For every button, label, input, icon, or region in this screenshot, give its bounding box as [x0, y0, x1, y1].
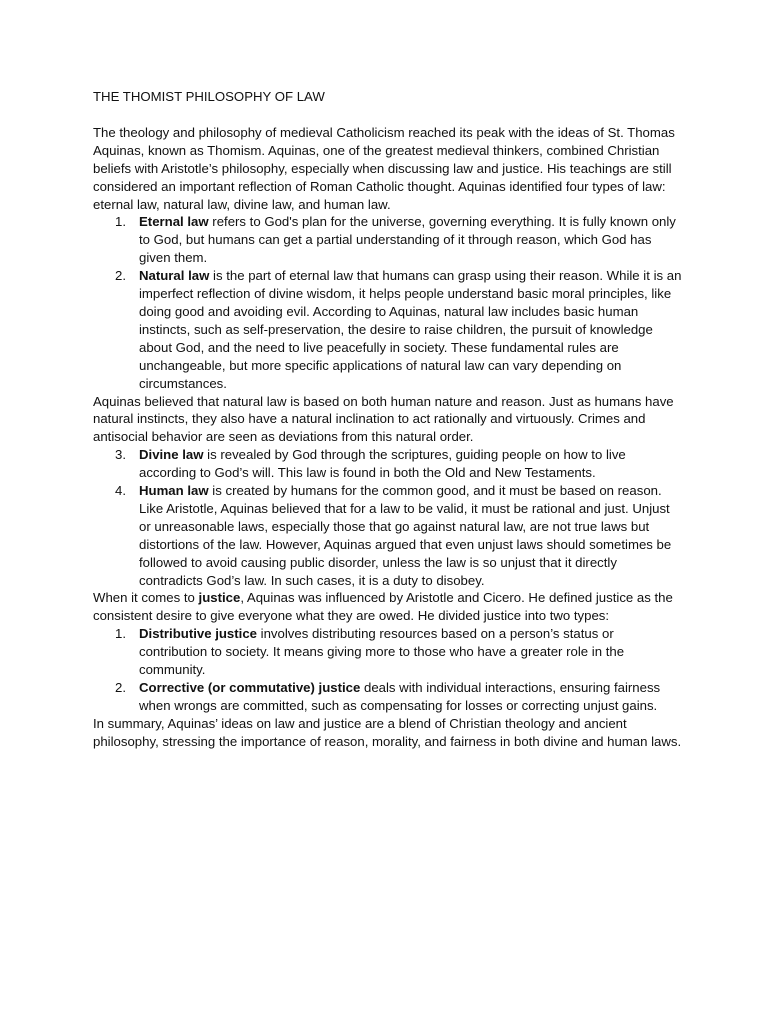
list-number: 2.: [115, 268, 126, 284]
list-number: 4.: [115, 483, 126, 499]
list-item-distributive-justice: [93, 625, 683, 679]
list-number: 1.: [115, 626, 126, 642]
definition-divine-law: is revealed by God through the scriptures, guiding people on how to live according to God’s will. This law is found in both the Old and New Testaments.: [139, 447, 626, 481]
definition-corrective-justice: deals with individual interactions, ensuring fairness when wrongs are committed, such as compensating for losses or correcting unjust gains.: [139, 680, 661, 713]
natural-law-note-paragraph: Aquinas believed that natural law is based on both human nature and reason. Just as humans have natural instincts, they also have a natural inclination to act rationally and virtuously. Crimes and antisocial behavior are seen as deviations from this natural order.: [93, 393, 674, 445]
term-human-law: Human law: [139, 483, 209, 499]
list-item-human-law: [93, 482, 683, 589]
definition-distributive-justice: involves distributing resources based on a person’s status or contribution to society. It means giving more to those who have a greater role in the community.: [139, 626, 625, 678]
justice-intro-before: When it comes to: [93, 590, 199, 606]
law-list-part2: [93, 446, 683, 589]
justice-intro-paragraph: [93, 589, 683, 625]
term-eternal-law: Eternal law: [139, 214, 209, 230]
justice-type-list: [93, 625, 683, 715]
summary-paragraph: In summary, Aquinas’ ideas on law and justice are a blend of Christian theology and ancient philosophy, stressing the importance of reason, morality, and fairness in both divine and human laws.: [93, 715, 682, 749]
list-item-corrective-justice: [93, 679, 683, 715]
justice-keyword: justice: [198, 590, 241, 606]
document-page: [93, 88, 683, 751]
law-list-part1: [93, 213, 683, 392]
document-title: THE THOMIST PHILOSOPHY OF LAW: [93, 89, 325, 104]
list-item-divine-law: [93, 446, 683, 482]
justice-intro-after: , Aquinas was influenced by Aristotle and Cicero. He defined justice as the consistent desire to give everyone what they are owed. He divided justice into two types:: [93, 590, 673, 624]
term-corrective-justice: Corrective (or commutative) justice: [139, 680, 361, 695]
list-item-eternal-law: [93, 213, 683, 267]
definition-natural-law: is the part of eternal law that humans can grasp using their reason. While it is an imperfect reflection of divine wisdom, it helps people understand basic moral principles, like doing good and avoiding evil. According to Aquinas, natural law includes basic human instincts, such as self-preservation, the desire to raise children, the pursuit of knowledge about God, and the need to live peacefully in society. These fundamental rules are unchangeable, but more specific applications of natural law can vary depending on circumstances.: [139, 268, 682, 391]
definition-eternal-law: refers to God's plan for the universe, governing everything. It is fully known only to God, but humans can get a partial understanding of it through reason, which God has given them.: [139, 214, 676, 266]
term-natural-law: Natural law: [139, 268, 210, 284]
list-number: 1.: [115, 214, 126, 230]
definition-human-law: is created by humans for the common good, and it must be based on reason. Like Aristotle, Aquinas believed that for a law to be valid, it must be rational and just. Unjust or unreasonable laws, especially those that go against natural law, are not true laws but distortions of the law. However, Aquinas argued that even unjust laws should sometimes be followed to avoid causing public disorder, unless the law is so unjust that it directly contradicts God’s law. In such cases, it is a duty to disobey.: [139, 483, 672, 588]
intro-paragraph: The theology and philosophy of medieval Catholicism reached its peak with the ideas of St. Thomas Aquinas, known as Thomism. Aquinas, one of the greatest medieval thinkers, combined Christian beliefs with Aristotle’s philosophy, especially when discussing law and justice. His teachings are still considered an important reflection of Roman Catholic thought. Aquinas identified four types of law: eternal law, natural law, divine law, and human law.: [93, 124, 675, 212]
term-divine-law: Divine law: [139, 447, 204, 463]
term-distributive-justice: Distributive justice: [139, 626, 257, 642]
list-number: 2.: [115, 680, 126, 695]
list-item-natural-law: [93, 267, 683, 392]
list-number: 3.: [115, 447, 126, 463]
